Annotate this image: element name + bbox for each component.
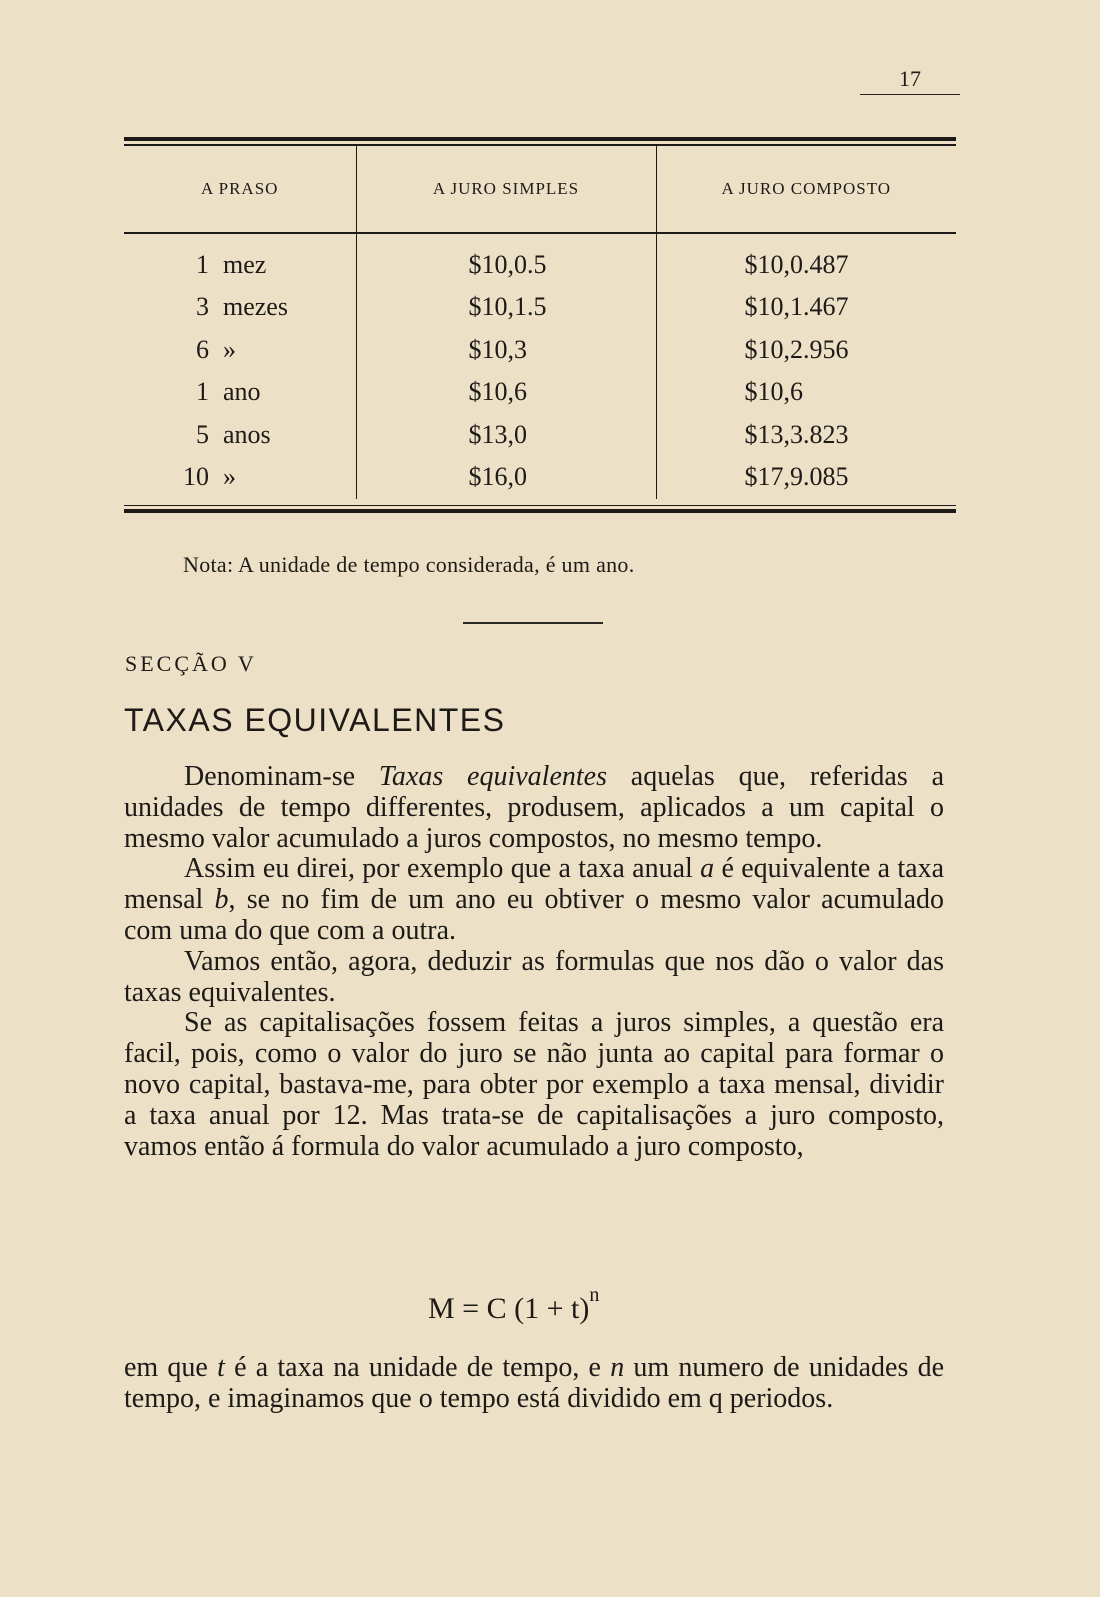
text-span: é equivalente a taxa mensal: [124, 853, 944, 916]
text-span: , se no fim de um ano eu obtiver o mesmo valor acumulado com uma do que com a outra.: [124, 884, 944, 946]
table-row: [124, 329, 956, 372]
cell-praso: [124, 329, 356, 372]
praso-number: 1: [196, 249, 209, 279]
rates-table: [124, 146, 956, 499]
table-row: [124, 414, 956, 457]
praso-unit: anos: [223, 419, 271, 449]
header-juro-composto: A JURO COMPOSTO: [656, 146, 956, 233]
cell-simples: $10,1.5: [356, 286, 656, 329]
section-title: TAXAS EQUIVALENTES: [124, 702, 506, 738]
cell-praso: [124, 286, 356, 329]
cell-composto: $13,3.823: [656, 414, 956, 457]
cell-composto: $10,0.487: [656, 233, 956, 287]
praso-number: 10: [183, 462, 209, 492]
cell-composto: $10,6: [656, 371, 956, 414]
text-span: Denominam-se: [184, 761, 379, 792]
cell-praso: [124, 456, 356, 499]
praso-number: 1: [196, 377, 209, 407]
after-formula-text: [124, 1353, 944, 1415]
variable-n: n: [610, 1352, 625, 1383]
table-bottom-thick-rule: [124, 509, 956, 513]
table-row: [124, 371, 956, 414]
praso-unit: mezes: [223, 292, 288, 322]
page-number: 17: [860, 66, 960, 95]
paragraph: Se as capitalisações fossem feitas a juros simples, a questão era facil, pois, como o valor do juro se não junta ao capital para formar o novo capital, bastava-me, para obter por exemplo a taxa mensal, dividir a taxa anual por 12. Mas trata-se de capitalisações a juro composto, vamos então á formula do valor acumulado a juro composto,: [124, 1007, 944, 1162]
paragraph: [124, 854, 944, 946]
header-juro-simples: A JURO SIMPLES: [356, 146, 656, 233]
section-label: SECÇÃO V: [125, 651, 257, 676]
text-span: um numero de unidades de tempo, e imaginamos que o tempo está dividido em q periodos.: [124, 1352, 944, 1414]
praso-number: 5: [196, 419, 209, 449]
text-span: Assim eu direi, por exemplo que a taxa anual: [184, 853, 701, 885]
table-row: [124, 456, 956, 499]
rates-table-wrapper: [124, 137, 956, 516]
table-row: [124, 233, 956, 287]
cell-praso: [124, 371, 356, 414]
table-top-rule: [124, 137, 956, 141]
praso-unit: mez: [223, 249, 267, 279]
variable-a: a: [700, 853, 715, 885]
variable-t: t: [217, 1352, 225, 1383]
praso-number: 3: [196, 292, 209, 322]
text-span: em que: [124, 1352, 218, 1383]
body-text: [124, 762, 944, 1162]
text-span: aquelas que, referidas a unidades de tempo differentes, produsem, aplicados a um capital o mesmo valor acumulado a juros compostos, no mesmo tempo.: [124, 761, 945, 854]
cell-praso: [124, 233, 356, 287]
cell-praso: [124, 414, 356, 457]
cell-composto: $10,2.956: [656, 329, 956, 372]
cell-composto: $17,9.085: [656, 456, 956, 499]
formula-main: M = C (1 + t): [428, 1292, 590, 1325]
cell-simples: $16,0: [356, 456, 656, 499]
cell-simples: $10,3: [356, 329, 656, 372]
table-bottom-rules: [124, 505, 956, 514]
cell-simples: $10,6: [356, 371, 656, 414]
paragraph: [124, 762, 944, 854]
table-bottom-thin-rule: [124, 505, 956, 507]
table-note: Nota: A unidade de tempo considerada, é um ano.: [183, 552, 635, 577]
section-separator: [463, 622, 603, 624]
formula-exponent: n: [589, 1284, 600, 1306]
table-header-row: [124, 146, 956, 233]
praso-unit: ano: [223, 377, 261, 407]
paragraph: Vamos então, agora, deduzir as formulas que nos dão o valor das taxas equivalentes.: [124, 945, 944, 1008]
variable-b: b: [214, 884, 229, 916]
cell-simples: $13,0: [356, 414, 656, 457]
emphasis-text: Taxas equivalentes: [378, 761, 607, 792]
header-praso: A PRASO: [124, 146, 356, 233]
table-row: [124, 286, 956, 329]
cell-simples: $10,0.5: [356, 233, 656, 287]
formula: [428, 1284, 600, 1326]
praso-number: 6: [196, 334, 209, 364]
text-span: é a taxa na unidade de tempo, e: [224, 1352, 611, 1383]
praso-unit: »: [223, 334, 236, 364]
cell-composto: $10,1.467: [656, 286, 956, 329]
praso-unit: »: [223, 462, 236, 492]
